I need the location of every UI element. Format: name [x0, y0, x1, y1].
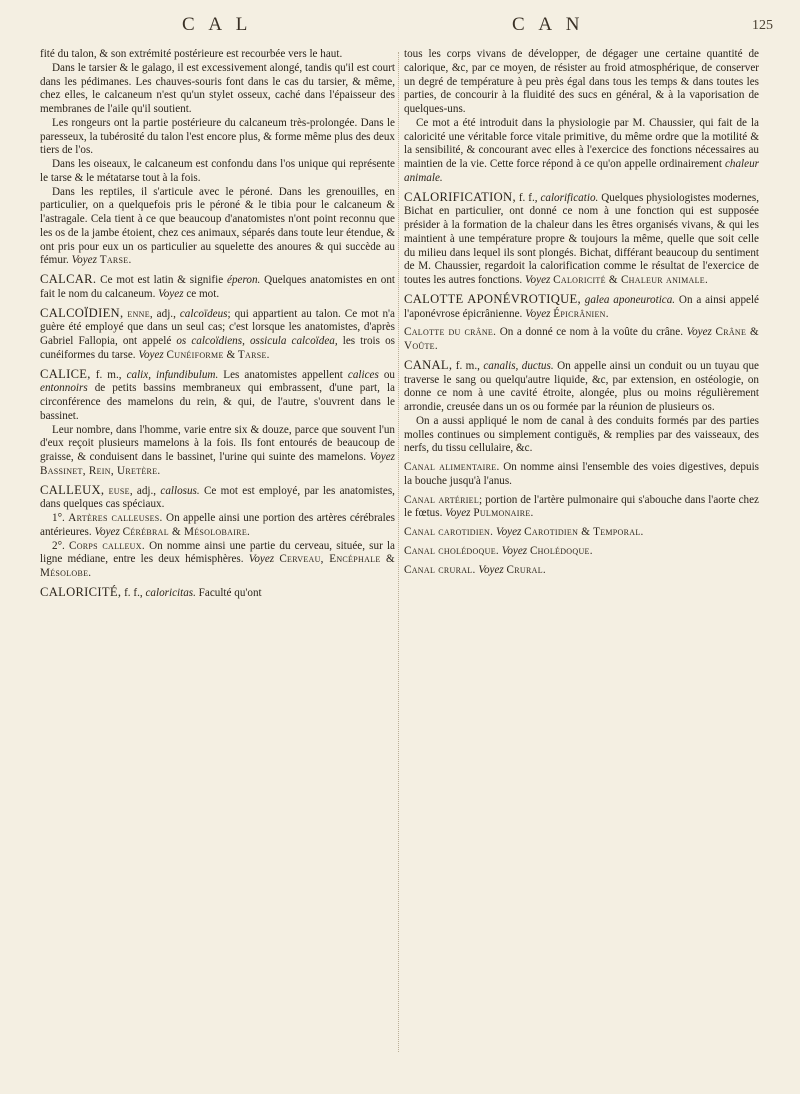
running-head-right: C A N — [512, 14, 585, 35]
text-run: 2°. — [52, 539, 69, 552]
dictionary-entry — [404, 326, 759, 354]
text-run: Les rongeurs ont la partie postérieure du calcaneum très-prolongée. Dans le paresseux, la tubérosité du talon l'est encore plus, & forme même plus des deux tiers de l'os. — [40, 116, 395, 157]
running-head — [0, 8, 800, 44]
text-paragraph — [404, 117, 759, 186]
text-paragraph — [40, 186, 395, 269]
dictionary-entry — [404, 494, 759, 522]
text-run: Voyez — [369, 451, 395, 463]
text-paragraph — [40, 512, 395, 540]
dictionary-entry — [40, 586, 395, 601]
cross-reference: Cholédoque. — [529, 544, 593, 557]
entry-headword: CALICE, — [40, 366, 91, 381]
entry-headword: CANAL, — [404, 357, 453, 372]
text-run: f. f., — [121, 586, 146, 599]
cross-reference: Carotidien & Temporal. — [524, 526, 644, 538]
text-run: Ce mot est latin & signifie — [96, 274, 227, 286]
text-run: canalis, ductus. — [483, 359, 554, 372]
dictionary-entry — [404, 293, 759, 322]
text-run: Voyez — [524, 274, 551, 286]
text-run: éperon. — [227, 274, 261, 286]
text-run: calcoïdeus — [179, 307, 228, 320]
text-run: Voyez — [138, 348, 164, 361]
text-run: fité du talon, & son extrémité postérieure est recourbée vers le haut. — [40, 48, 343, 60]
entry-headword: CALOTTE APONÉVROTIQUE, — [404, 291, 581, 306]
text-run: On nomme ainsi une partie du cerveau, située, sur la ligne médiane, entre les deux hémisphères. — [40, 539, 395, 566]
text-run: Voyez — [686, 326, 712, 339]
text-run: tous les corps vivans de développer, de dégager une certaine quantité de calorique, &c, par ce moyen, de résister au froid atmosphérique, de conserver un degré de température à peu près égal dans tous les temps & dans toutes les parties, de concourir à la fluidité des sucs en général, & à la vaporisation de quelques-uns. — [404, 48, 759, 115]
cross-reference: Crâne & Voûte. — [404, 326, 759, 352]
text-run: Quelques anatomistes en ont fait le nom du calcaneum. — [40, 274, 395, 300]
text-run: Voyez — [94, 525, 120, 538]
text-run: entonnoirs — [40, 382, 88, 395]
cross-reference: Épicrânien. — [553, 307, 609, 320]
text-run: Dans les reptiles, il s'articule avec le péroné. Dans les grenouilles, en particulier, on a quelquefois pris le péroné & le tibia pour le calcaneum & l'astragale. Cela tient à ce que beaucoup d'anatomistes n'ont point reconnu que les os de la jambe étoient, chez ces animaux, séparés dans toute leur étendue, & ont pris pour eux un os particulier au squelette des anoures & qui succède au fémur. — [40, 185, 395, 267]
text-run: f. m., — [452, 359, 484, 372]
text-run: galea aponeurotica. — [584, 293, 676, 306]
text-run: les trois os cunéiformes du tarse. — [40, 335, 395, 361]
text-run: callosus. — [160, 484, 200, 497]
cross-reference: Tarse. — [237, 348, 270, 361]
text-run: Corps calleux. — [68, 539, 145, 552]
text-paragraph — [404, 415, 759, 456]
text-paragraph — [40, 424, 395, 479]
text-run: f. f., — [515, 191, 541, 204]
entry-headword: CALORIFICATION, — [404, 189, 516, 204]
text-run: On a aussi appliqué le nom de canal à des conduits formés par des parties molles continues ou simplement contiguës, & remplies par des vaisseaux, des nerfs, du tissu cellulaire, &c. — [404, 414, 759, 455]
cross-reference: Cerveau, Encéphale & Mésolobe. — [40, 553, 395, 579]
entry-headword: CALORICITÉ, — [40, 584, 122, 599]
text-run: Artères calleuses. — [68, 512, 163, 524]
text-paragraph — [40, 48, 395, 62]
text-run: On a donné ce nom à la voûte du crâne. — [496, 326, 687, 339]
text-run: Faculté qu'ont — [195, 586, 262, 599]
text-run: Canal carotidien. — [404, 526, 494, 538]
cross-reference: Cunéiforme — [166, 348, 224, 361]
text-run: Canal alimentaire. — [404, 461, 500, 473]
text-run: euse — [108, 484, 130, 497]
text-paragraph — [404, 48, 759, 117]
dictionary-entry — [404, 461, 759, 489]
column-divider — [398, 52, 399, 1052]
text-run: ce mot. — [183, 287, 220, 300]
dictionary-entry — [404, 545, 759, 559]
dictionary-entry — [40, 368, 395, 424]
entry-headword: CALLEUX, — [40, 482, 105, 497]
dictionary-entry — [40, 273, 395, 302]
entry-headword: CALCAR. — [40, 272, 97, 286]
text-run: Canal crural. — [404, 563, 476, 576]
text-run: Voyez — [525, 307, 551, 320]
cross-reference: Bassinet, Rein, Uretère. — [40, 464, 161, 477]
text-paragraph — [40, 158, 395, 186]
left-column — [40, 48, 395, 601]
text-run: On nomme ainsi l'ensemble des voies digestives, depuis la bouche jusqu'à l'anus. — [404, 461, 759, 487]
text-run: Ce mot est employé, par les anatomistes, dans quelques cas spéciaux. — [40, 484, 395, 511]
dictionary-entry — [404, 564, 759, 578]
page-number: 125 — [752, 18, 773, 33]
entry-headword: CALCOÏDIEN, — [40, 305, 124, 320]
text-run: Calotte du crâne. — [404, 326, 497, 339]
running-head-left: C A L — [182, 14, 253, 35]
text-run: Les anatomistes appellent — [218, 368, 348, 381]
text-run: Dans le tarsier & le galago, il est excessivement alongé, tandis qu'il est court dans les pédimanes. Les chauves-souris font dans le cas du tarsier, & même, chez elles, le calcaneum n'est qu'un stylet osseux, caché dans l'épaisseur des membranes de l'aile qu'il soutient. — [40, 61, 395, 115]
text-run: Voyez — [496, 526, 522, 538]
text-run: Voyez — [71, 254, 97, 267]
text-run: f. m., — [90, 368, 127, 381]
text-run: ; portion de l'artère pulmonaire qui s'abouche dans l'aorte chez le fœtus. — [404, 493, 759, 520]
dictionary-entry — [404, 359, 759, 415]
text-run: Leur nombre, dans l'homme, varie entre six & douze, parce que souvent l'un d'eux reçoit plusieurs mamelons à la fois. Ils font entourés de beaucoup de graisse, & conduisent dans le bassinet, l'urine qui suinte des mamelons. — [40, 423, 395, 463]
text-run: Quelques physiologistes modernes, Bichat en particulier, ont donné ce nom à une fonction qui est supposée présider à la formation de la chaleur dans les êtres organisés vivans, & qui les maintient à une température propre & toujours la même, quelle que soit celle du milieu dans lequel ils sont plongés. Bichat, différant beaucoup du sentiment de M. Chaussier, regardoit la calorification comme le résultat de l'exercice de toutes les autres fonctions. — [404, 191, 759, 286]
text-run: os calcoïdiens, ossicula calcoïdea, — [176, 335, 338, 347]
text-run: , adj., — [149, 307, 180, 320]
dictionary-entry — [40, 484, 395, 513]
text-paragraph — [40, 117, 395, 158]
text-run: On a ainsi appelé l'aponévrose épicrânienne. — [404, 293, 759, 320]
text-paragraph — [40, 62, 395, 117]
text-run: Voyez — [445, 507, 471, 520]
right-column — [404, 48, 759, 577]
text-run: Voyez — [248, 553, 275, 566]
text-run: & — [223, 348, 238, 361]
cross-reference: Caloricité & Chaleur animale. — [553, 274, 709, 286]
text-run: Voyez — [158, 287, 184, 300]
text-run: Canal cholédoque. — [404, 544, 499, 557]
cross-reference: Crural. — [506, 563, 546, 576]
text-run: ; qui appartient au talon. Ce mot n'a guère été employé que dans un seul cas; c'est lorsque les anatomistes, d'après Gabriel Fallopia, ont appelé — [40, 307, 395, 347]
text-run: On appelle ainsi une portion des artères cérébrales antérieures. — [40, 512, 395, 538]
text-run: Ce mot a été introduit dans la physiologie par M. Chaussier, qui fait de la caloricité une véritable force vitale primitive, du même ordre que la motilité & la sensibilité, & concourant avec elles à l'exercice des fonctions nécessaires au maintien de la vie. Cette force répond à ce qu'on appelle ordinairement — [404, 116, 759, 170]
text-run: 1°. — [52, 512, 69, 524]
text-run: chaleur animale. — [404, 158, 759, 184]
text-run: calices — [347, 368, 379, 381]
text-paragraph — [40, 540, 395, 581]
text-run: ou — [378, 368, 395, 381]
text-run: calorificatio. — [540, 191, 599, 204]
dictionary-entry — [404, 526, 759, 540]
text-run: Canal artériel — [404, 493, 480, 506]
text-run: Dans les oiseaux, le calcaneum est confondu dans l'os unique qui représente le tarse & le métatarse tout à la fois. — [40, 158, 395, 184]
cross-reference: Tarse. — [99, 254, 132, 267]
text-run: calix, infundibulum. — [126, 368, 219, 381]
text-run: caloricitas. — [145, 586, 196, 599]
text-run: Voyez — [478, 563, 504, 576]
cross-reference: Pulmonaire. — [473, 507, 534, 520]
cross-reference: Cérébral & Mésolobaire. — [122, 525, 251, 538]
text-run: Voyez — [501, 544, 528, 557]
text-run: On appelle ainsi un conduit ou un tuyau que traverse le sang ou quelqu'autre liquide, &c, par extension, en ostéologie, on donne ce nom à une cavité étroite, alongée, plus ou moins régulièrement arrondie, creusée dans un os ou formée par la réunion de plusieurs os. — [404, 359, 760, 413]
text-run: enne — [127, 307, 150, 320]
dictionary-entry — [404, 191, 759, 288]
text-run: de petits bassins membraneux qui embrassent, d'une part, la circonférence des mamelons du rein, & qui, de l'autre, s'ouvrent dans le bassinet. — [40, 382, 395, 422]
text-run: , adj., — [129, 484, 161, 497]
dictionary-entry — [40, 307, 395, 363]
